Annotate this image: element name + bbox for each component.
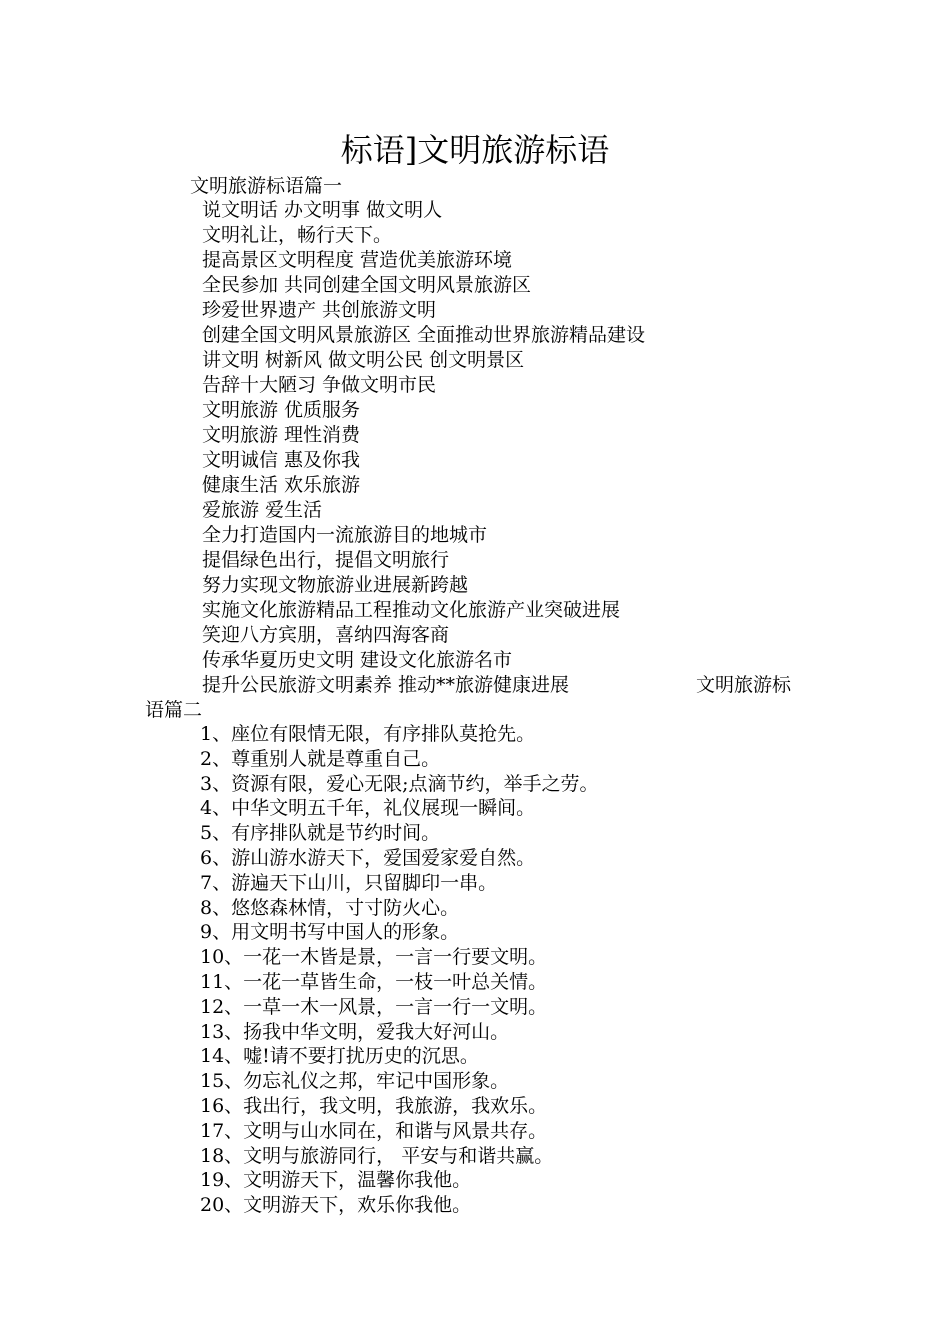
numbered-slogan: 9、用文明书写中国人的形象。 bbox=[200, 921, 460, 944]
numbered-slogan: 3、资源有限，爱心无限;点滴节约，举手之劳。 bbox=[200, 772, 599, 795]
numbered-slogan: 17、文明与山水同在，和谐与风景共存。 bbox=[200, 1119, 548, 1142]
slogan-line: 讲文明 树新风 做文明公民 创文明景区 bbox=[202, 349, 525, 371]
numbered-slogan: 10、一花一木皆是景，一言一行要文明。 bbox=[200, 946, 548, 969]
slogan-line: 传承华夏历史文明 建设文化旅游名市 bbox=[202, 649, 513, 671]
slogan-line: 提升公民旅游文明素养 推动**旅游健康进展 bbox=[202, 674, 570, 696]
numbered-slogan: 13、扬我中华文明，爱我大好河山。 bbox=[200, 1020, 510, 1043]
numbered-slogan: 2、尊重别人就是尊重自己。 bbox=[200, 747, 441, 770]
slogan-line: 爱旅游 爱生活 bbox=[202, 499, 323, 521]
numbered-slogan: 19、文明游天下，温馨你我他。 bbox=[200, 1169, 472, 1192]
numbered-slogan: 6、游山游水游天下，爱国爱家爱自然。 bbox=[200, 846, 536, 869]
numbered-slogan: 20、文明游天下，欢乐你我他。 bbox=[200, 1194, 472, 1217]
slogan-line: 告辞十大陋习 争做文明市民 bbox=[202, 374, 437, 396]
slogan-line: 文明旅游 优质服务 bbox=[202, 399, 361, 421]
slogan-line: 文明诚信 惠及你我 bbox=[202, 449, 361, 471]
slogan-line: 全力打造国内一流旅游目的地城市 bbox=[202, 524, 488, 546]
numbered-slogan: 8、悠悠森林情，寸寸防火心。 bbox=[200, 896, 460, 919]
slogan-line: 创建全国文明风景旅游区 全面推动世界旅游精品建设 bbox=[202, 324, 646, 346]
slogan-line: 说文明话 办文明事 做文明人 bbox=[202, 199, 443, 221]
numbered-slogan: 15、勿忘礼仪之邦，牢记中国形象。 bbox=[200, 1070, 510, 1093]
numbered-slogan: 14、嘘!请不要打扰历史的沉思。 bbox=[200, 1045, 479, 1068]
section-two-slogan-list bbox=[200, 722, 599, 1218]
numbered-slogan: 1、座位有限情无限，有序排队莫抢先。 bbox=[200, 723, 536, 745]
section-two-heading-end: 语篇二 bbox=[145, 699, 203, 721]
slogan-line: 提倡绿色出行，提倡文明旅行 bbox=[202, 549, 450, 571]
slogan-line: 提高景区文明程度 营造优美旅游环境 bbox=[202, 249, 513, 271]
numbered-slogan: 11、一花一草皆生命，一枝一叶总关情。 bbox=[200, 970, 548, 993]
numbered-slogan: 16、我出行，我文明，我旅游，我欢乐。 bbox=[200, 1094, 548, 1117]
section-one-last-line bbox=[202, 673, 822, 698]
numbered-slogan: 12、一草一木一风景，一言一行一文明。 bbox=[200, 995, 548, 1018]
slogan-line: 努力实现文物旅游业进展新跨越 bbox=[202, 574, 469, 596]
section-one-heading: 文明旅游标语篇一 bbox=[190, 175, 343, 197]
numbered-slogan: 5、有序排队就是节约时间。 bbox=[200, 822, 441, 845]
slogan-line: 文明礼让，畅行天下。 bbox=[202, 224, 393, 246]
slogan-line: 全民参加 共同创建全国文明风景旅游区 bbox=[202, 274, 532, 296]
slogan-line: 文明旅游 理性消费 bbox=[202, 424, 361, 446]
numbered-slogan: 18、文明与旅游同行， 平安与和谐共赢。 bbox=[200, 1144, 554, 1167]
section-one-slogan-list bbox=[202, 198, 645, 673]
slogan-line: 实施文化旅游精品工程推动文化旅游产业突破进展 bbox=[202, 599, 621, 621]
numbered-slogan: 7、游遍天下山川，只留脚印一串。 bbox=[200, 871, 498, 894]
numbered-slogan: 4、中华文明五千年，礼仪展现一瞬间。 bbox=[200, 797, 536, 820]
slogan-line: 笑迎八方宾朋，喜纳四海客商 bbox=[202, 624, 450, 646]
slogan-line: 健康生活 欢乐旅游 bbox=[202, 474, 361, 496]
section-two-heading-start: 文明旅游标 bbox=[696, 674, 792, 696]
slogan-line: 珍爱世界遗产 共创旅游文明 bbox=[202, 299, 437, 321]
document-title: 标语]文明旅游标语 bbox=[340, 131, 610, 169]
